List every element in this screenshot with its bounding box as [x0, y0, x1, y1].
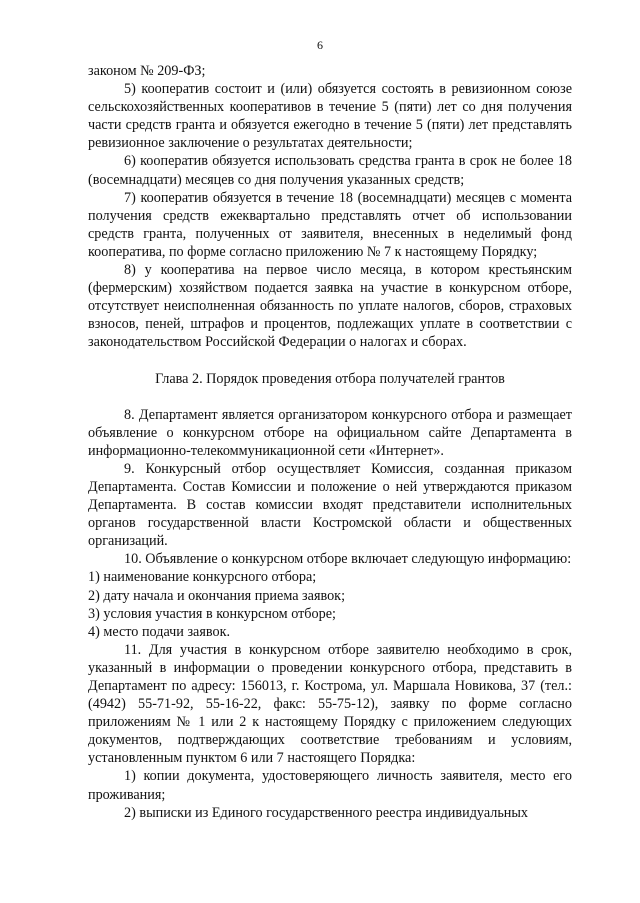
list-item-dates: 2) дату начала и окончания приема заявок; — [88, 587, 346, 604]
paragraph-item-7: 7) кооператив обязуется в течение 18 (восемнадцати) месяцев с момента получения средств ежеквартально представлять отчет об использовании средств гранта, полученных от заявителя, внесенных в неделимый фонд кооператива, по форме согласно приложению № 7 к настоящему Порядку; — [88, 189, 572, 260]
paragraph-clause-11: 11. Для участия в конкурсном отборе заявителю необходимо в срок, указанный в информации о проведении конкурсного отбора, представить в Департамент по адресу: 156013, г. Кострома, ул. Маршала Новикова, 37 (тел.: (4942) 55-71-92, 55-16-22, факс: 55-75-12), заявку по форме согласно приложениям № 1 или 2 к настоящему Порядку с приложением следующих документов, подтверждающих соответствие требованиям и условиям, установленным пунктом 6 или 7 настоящего Порядка: — [88, 641, 572, 767]
paragraph-clause-9: 9. Конкурсный отбор осуществляет Комиссия, созданная приказом Департамента. Состав Комиссии и положение о ней утверждаются приказом Департамента. В состав комиссии входят представители исполнительных органов государственной власти Костромской области и общественных организаций. — [88, 460, 572, 550]
list-item-place: 4) место подачи заявок. — [88, 623, 231, 640]
list-item-competition-name: 1) наименование конкурсного отбора; — [88, 569, 317, 586]
paragraph-law-reference: законом № 209-ФЗ; — [88, 63, 206, 79]
paragraph-item-8: 8) у кооператива на первое число месяца, в котором крестьянским (фермерским) хозяйством подается заявка на участие в конкурсном отборе, отсутствует неисполненная обязанность по уплате налогов, сборов, страховых взносов, пеней, штрафов и процентов, подлежащих уплате в соответствии с законодательством Российской Федерации о налогах и сборах. — [88, 262, 572, 351]
paragraph-clause-8: 8. Департамент является организатором конкурсного отбора и размещает объявление о конкурсном отборе на официальном сайте Департамента в информационно-телекоммуникационной сети «Интернет». — [88, 406, 572, 459]
chapter-heading: Глава 2. Порядок проведения отбора получателей грантов — [155, 370, 505, 387]
paragraph-clause-10: 10. Объявление о конкурсном отборе включает следующую информацию: — [124, 551, 572, 568]
list-item-registry-extract: 2) выписки из Единого государственного реестра индивидуальных — [124, 804, 529, 821]
paragraph-item-6: 6) кооператив обязуется использовать средства гранта в срок не более 18 (восемнадцати) месяцев со дня получения указанных средств; — [88, 153, 572, 188]
list-item-conditions: 3) условия участия в конкурсном отборе; — [88, 605, 336, 622]
page-number: 6 — [317, 38, 323, 52]
list-item-identity-document: 1) копии документа, удостоверяющего личность заявителя, место его проживания; — [88, 768, 572, 803]
paragraph-item-5: 5) кооператив состоит и (или) обязуется состоять в ревизионном союзе сельскохозяйственных кооперативов в течение 5 (пяти) лет со дня получения части средств гранта и обязуется ежегодно в течение 5 (пяти) лет представлять ревизионное заключение о результатах деятельности; — [88, 81, 572, 152]
document-body — [88, 62, 572, 822]
